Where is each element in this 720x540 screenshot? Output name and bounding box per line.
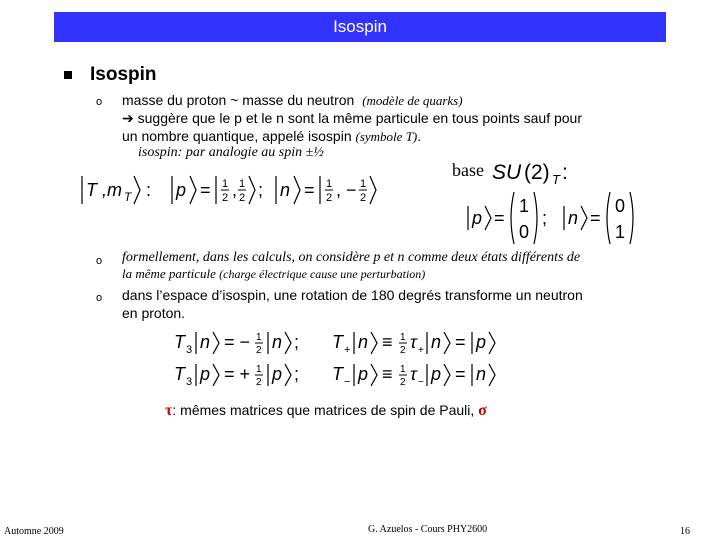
tau-symbol: τ: [165, 402, 173, 419]
svg-text:n: n: [200, 332, 211, 352]
svg-text:, −: , −: [336, 180, 357, 200]
svg-text:p: p: [431, 364, 442, 384]
svg-text:T: T: [552, 172, 560, 187]
bullet-marker: o: [96, 255, 103, 267]
svg-text:p: p: [176, 180, 187, 200]
svg-text:= −: = −: [224, 332, 251, 352]
svg-text::: :: [146, 180, 152, 200]
isospin-states-equation: [76, 170, 386, 210]
svg-text:+: +: [344, 344, 351, 356]
svg-text:1: 1: [256, 364, 262, 375]
svg-text:T ,m: T ,m: [86, 180, 122, 200]
svg-text:T: T: [174, 364, 185, 384]
svg-text:p: p: [272, 364, 283, 384]
bullet1-line2: ➔ suggère que le p et le n sont la même particule en tous points sauf pour: [122, 110, 583, 126]
svg-text:2: 2: [326, 192, 333, 204]
svg-text:=: =: [200, 180, 211, 200]
bullet1-line1: masse du proton ~ masse du neutron (modèle de quarks): [122, 92, 463, 108]
svg-text:n: n: [431, 332, 442, 352]
bullet1-paren: (modèle de quarks): [362, 93, 463, 108]
sigma-symbol: σ: [478, 402, 487, 419]
svg-text:p: p: [358, 364, 369, 384]
svg-text:T: T: [332, 332, 343, 352]
svg-text:(2): (2): [524, 161, 550, 184]
svg-text:1: 1: [360, 178, 367, 190]
section-heading: Isospin: [90, 64, 157, 85]
bullet3-line1: dans l’espace d’isospin, une rotation de 180 degrés transforme un neutron: [122, 287, 583, 303]
svg-text:n: n: [272, 332, 283, 352]
footer-date: Automne 2009: [4, 526, 64, 537]
svg-text:1: 1: [519, 196, 530, 216]
svg-text:−: −: [344, 376, 351, 388]
svg-text:=: =: [590, 208, 601, 228]
svg-text:τ: τ: [410, 364, 417, 384]
slide-title: Isospin: [333, 17, 387, 36]
svg-text:= +: = +: [224, 364, 251, 384]
bullet3-line2: en proton.: [122, 305, 186, 321]
svg-text:−: −: [418, 377, 424, 388]
isospin-operator-equations: [172, 328, 512, 392]
bullet2-line2: la même particule (charge électrique cause une perturbation): [122, 266, 426, 281]
pauli-note: τ: mêmes matrices que matrices de spin de Pauli, σ: [165, 402, 487, 419]
svg-text:n: n: [476, 364, 487, 384]
svg-text:3: 3: [186, 344, 193, 356]
svg-text:2: 2: [400, 377, 406, 388]
svg-text:τ: τ: [410, 332, 417, 352]
base-label: base: [452, 160, 484, 180]
svg-text:;: ;: [258, 180, 264, 200]
slide-title-bar: [54, 12, 666, 42]
svg-text:1: 1: [239, 178, 246, 190]
svg-text:=: =: [455, 332, 466, 352]
svg-text:T: T: [174, 332, 185, 352]
svg-text:T: T: [332, 364, 343, 384]
svg-text:p: p: [472, 208, 483, 228]
svg-text:2: 2: [400, 345, 406, 356]
svg-text:n: n: [568, 208, 579, 228]
svg-text:2: 2: [256, 377, 262, 388]
svg-text:1: 1: [400, 332, 406, 343]
svg-text:2: 2: [239, 192, 246, 204]
svg-text:n: n: [280, 180, 291, 200]
svg-text:;: ;: [294, 364, 300, 384]
svg-text:2: 2: [222, 192, 229, 204]
page-number: 16: [680, 526, 690, 537]
bullet2-paren: (charge électrique cause une perturbation): [219, 267, 426, 281]
svg-text:T: T: [124, 190, 132, 204]
su2-group-label: [490, 155, 580, 187]
svg-text::: :: [562, 161, 568, 184]
square-bullet-icon: [64, 71, 72, 79]
bullet1-line3-paren: (symbole T): [355, 129, 418, 144]
svg-text:≡: ≡: [382, 332, 393, 352]
svg-text:SU: SU: [492, 161, 522, 184]
svg-text:=: =: [304, 180, 315, 200]
svg-text:=: =: [455, 364, 466, 384]
svg-text:1: 1: [222, 178, 229, 190]
svg-text:,: ,: [232, 180, 238, 200]
bullet2-line1: formellement, dans les calculs, on considère p et n comme deux états différents de: [122, 250, 581, 265]
svg-text:p: p: [476, 332, 487, 352]
svg-text:;: ;: [542, 208, 548, 228]
svg-text:0: 0: [519, 222, 530, 242]
basis-vectors-equation: [462, 190, 652, 246]
svg-text:2: 2: [360, 192, 367, 204]
svg-text:1: 1: [256, 332, 262, 343]
svg-text:0: 0: [615, 196, 626, 216]
svg-text:p: p: [200, 364, 211, 384]
svg-text:1: 1: [615, 222, 626, 242]
arrow-right-icon: ➔: [122, 110, 134, 126]
svg-text:1: 1: [326, 178, 333, 190]
svg-text:1: 1: [400, 364, 406, 375]
svg-text:;: ;: [294, 332, 300, 352]
svg-text:=: =: [494, 208, 505, 228]
bullet1-line4: isospin: par analogie au spin ±½: [138, 145, 324, 160]
svg-text:+: +: [418, 345, 424, 356]
svg-text:≡: ≡: [382, 364, 393, 384]
svg-text:2: 2: [256, 345, 262, 356]
bullet-marker: o: [96, 292, 103, 304]
svg-text:n: n: [358, 332, 369, 352]
bullet1-line3: un nombre quantique, appelé isospin (symbole T).: [122, 128, 422, 144]
svg-text:3: 3: [186, 376, 193, 388]
footer-author: G. Azuelos - Cours PHY2600: [368, 524, 488, 535]
bullet-marker: o: [96, 96, 103, 108]
